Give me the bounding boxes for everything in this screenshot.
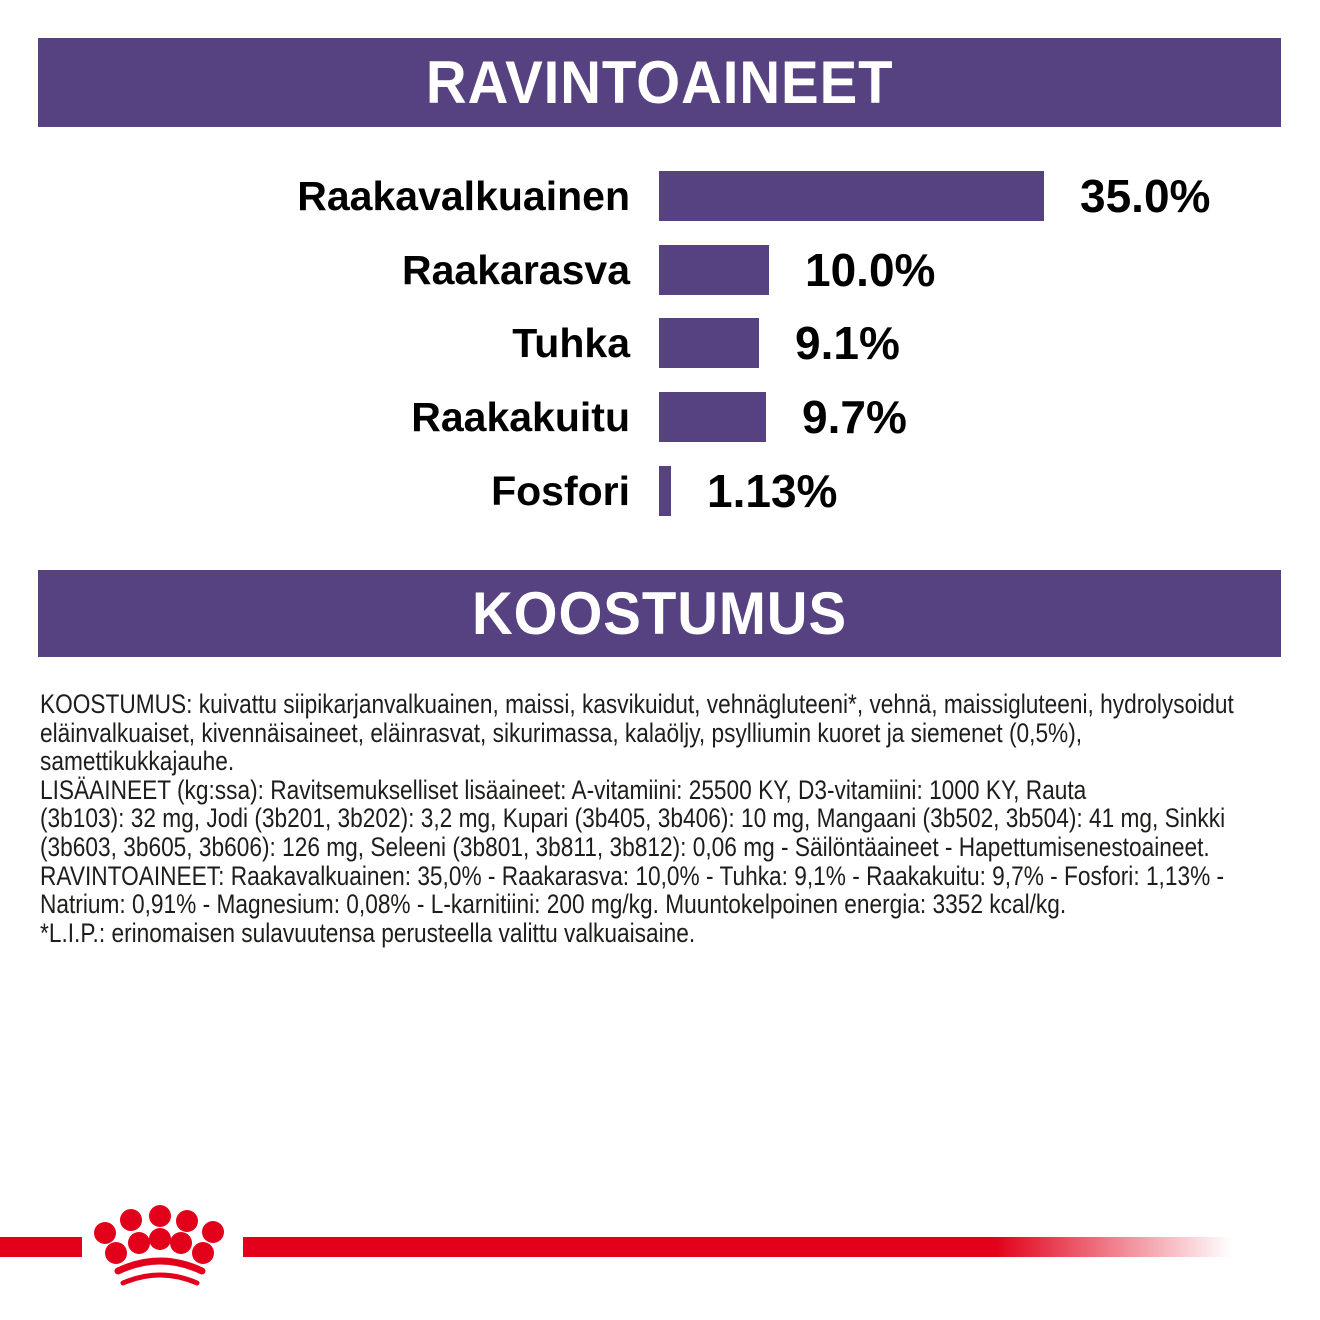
chart-value-label: 9.1% bbox=[795, 317, 900, 369]
chart-category-label: Raakarasva bbox=[402, 247, 630, 293]
composition-text-line: *L.I.P.: erinomaisen sulavuutensa perusteella valittu valkuaisaine. bbox=[40, 917, 696, 948]
composition-text-line: (3b103): 32 mg, Jodi (3b201, 3b202): 3,2 mg, Kupari (3b405, 3b406): 10 mg, Mangaani (3b502, 3b504): 41 mg, Sinkki bbox=[40, 803, 1226, 834]
chart-row-raakavalkuainen bbox=[0, 171, 1320, 221]
chart-value-label: 35.0% bbox=[1080, 170, 1211, 222]
composition-text-line: LISÄAINEET (kg:ssa): Ravitsemukselliset lisäaineet: A-vitamiini: 25500 KY, D3-vitamiini: 1000 KY, Rauta bbox=[40, 774, 1087, 805]
chart-bar bbox=[659, 245, 769, 295]
chart-bar bbox=[659, 318, 759, 368]
chart-row-tuhka bbox=[0, 318, 1320, 368]
chart-category-label: Raakakuitu bbox=[411, 394, 630, 440]
nutrients-section-title: RAVINTOAINEET bbox=[425, 49, 894, 116]
composition-text-block bbox=[40, 690, 1300, 947]
chart-row-fosfori bbox=[0, 466, 1320, 516]
chart-value-label: 10.0% bbox=[805, 244, 936, 296]
composition-text-line: Natrium: 0,91% - Magnesium: 0,08% - L-karnitiini: 200 mg/kg. Muuntokelpoinen energia: 3352 kcal/kg. bbox=[40, 889, 1067, 920]
royal-canin-crown-icon bbox=[85, 1200, 235, 1300]
composition-section-title: KOOSTUMUS bbox=[471, 580, 848, 647]
brand-stripe-right bbox=[243, 1237, 1232, 1257]
composition-text-line: samettikukkajauhe. bbox=[40, 746, 235, 777]
chart-category-label: Tuhka bbox=[512, 320, 630, 366]
chart-bar bbox=[659, 466, 671, 516]
chart-row-raakarasva bbox=[0, 245, 1320, 295]
chart-category-label: Raakavalkuainen bbox=[297, 173, 630, 219]
chart-bar bbox=[659, 171, 1044, 221]
nutrients-bar-chart bbox=[0, 0, 1320, 560]
composition-text-line: eläinvalkuaiset, kivennäisaineet, eläinrasvat, sikurimassa, kalaöljy, psylliumin kuoret ja siemenet (0,5%), bbox=[40, 717, 1083, 748]
chart-value-label: 9.7% bbox=[802, 391, 907, 443]
chart-row-raakakuitu bbox=[0, 392, 1320, 442]
brand-stripe-left bbox=[0, 1237, 82, 1257]
composition-text-line: (3b603, 3b605, 3b606): 126 mg, Seleeni (3b801, 3b811, 3b812): 0,06 mg - Säilöntäaineet - Hapettumisenestoaineet. bbox=[40, 831, 1210, 862]
chart-bar bbox=[659, 392, 766, 442]
composition-text-line: RAVINTOAINEET: Raakavalkuainen: 35,0% - Raakarasva: 10,0% - Tuhka: 9,1% - Raakakuitu: 9,7% - Fosfori: 1,13% - bbox=[40, 860, 1225, 891]
composition-section-header bbox=[38, 570, 1281, 657]
chart-value-label: 1.13% bbox=[707, 465, 838, 517]
chart-category-label: Fosfori bbox=[491, 468, 630, 514]
composition-text-line: KOOSTUMUS: kuivattu siipikarjanvalkuainen, maissi, kasvikuidut, vehnägluteeni*, vehnä, maissigluteeni, hydrolysoidut bbox=[40, 689, 1234, 719]
